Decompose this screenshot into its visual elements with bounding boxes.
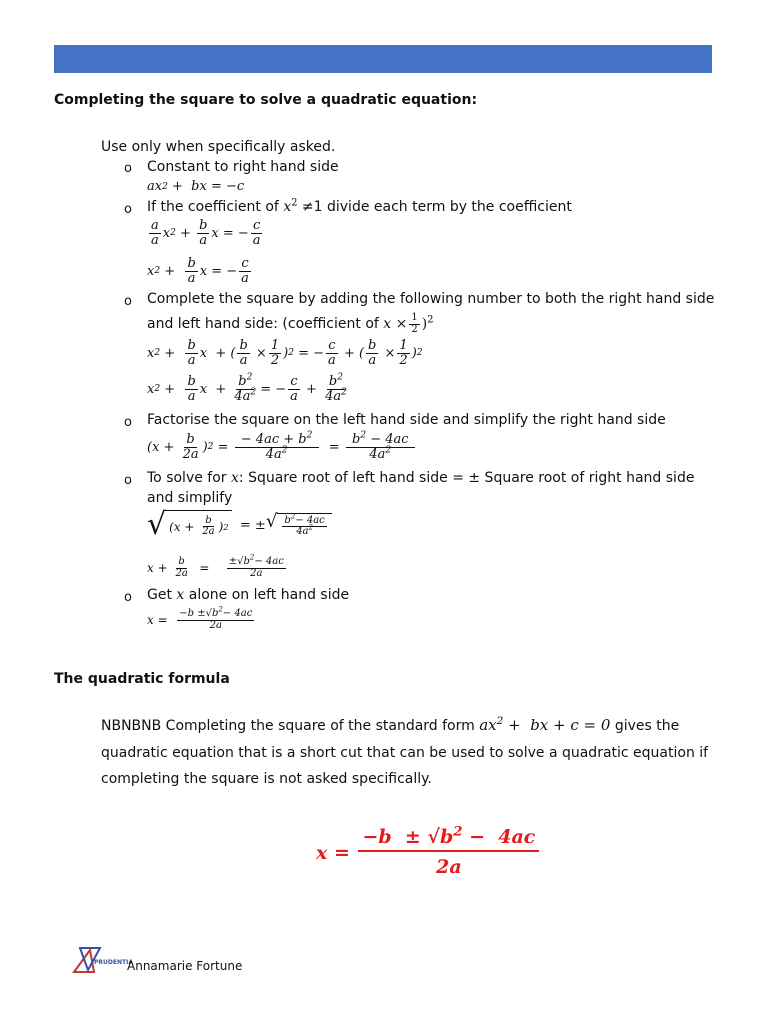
bullet: o [124, 202, 132, 217]
step-6-text-a: Get [147, 587, 172, 603]
step-5-text-a: To solve for [147, 470, 227, 486]
step-1-text: Constant to right hand side [147, 159, 339, 175]
bullet: o [124, 473, 132, 488]
equation-add-square-simplified: x 2 + $\frac{b}{a}$ x + $\frac{b^2}{4a^2}$ = − $\frac{c}{a}$ + $\frac{b^2}{4a^2}$ [147, 372, 347, 404]
equation-constant-right: ax 2 + bx = −c [147, 179, 245, 194]
step-5-text: To solve for x: Square root of left hand side = ± Square root of right hand side [147, 470, 695, 486]
paragraph-line-3: completing the square is not asked specifically. [101, 771, 432, 787]
bullet: o [124, 161, 132, 176]
bullet: o [124, 415, 132, 430]
paragraph-line-1: NBNBNB Completing the square of the standard form $ax^2$ + bx + c = 0 gives the [101, 715, 680, 734]
prudentia-logo-mark [70, 944, 133, 976]
paragraph-line-2: quadratic equation that is a short cut that can be used to solve a quadratic equation if [101, 745, 709, 761]
equation-add-square: x 2 + $\frac{b}{a}$ x + ( $\frac{b}{a}$ × $\frac{1}{2}$ ) 2 = − $\frac{c}{a}$ + ( $\frac{b}{a}$ × $\frac{1}{2}$ ) 2 [147, 338, 423, 368]
step-2-text-b: divide each term by the coefficient [327, 199, 572, 215]
equation-divide-coefficient: $\frac{a}{a}$ x 2 + $\frac{b}{a}$ x = − $\frac{c}{a}$ [151, 218, 261, 248]
equation-x-plus: x + $\frac{b}{2a}$ = $\frac{\pm√b^2- 4ac}{2a}$ [147, 553, 284, 579]
section-heading-quadratic-formula: The quadratic formula [54, 671, 230, 687]
step-5-text-line2: and simplify [147, 490, 233, 506]
equation-x-alone: x = $\frac{-b \pm√b^2- 4ac}{2a}$ [147, 605, 253, 631]
step-2-text: If the coefficient of $x^2 \ne 1$ divide each term by the coefficient [147, 197, 572, 215]
step-6-text: Get x alone on left hand side [147, 587, 350, 603]
intro-text: Use only when specifically asked. [101, 139, 336, 155]
bullet: o [124, 294, 132, 309]
step-2-text-a: If the coefficient of [147, 199, 279, 215]
bullet: o [124, 590, 132, 605]
step-3-text: Complete the square by adding the following number to both the right hand side [147, 291, 715, 307]
logo-text: PRUDENTIA [94, 959, 133, 966]
equation-simplified: x 2 + $\frac{b}{a}$ x = − $\frac{c}{a}$ [147, 256, 249, 286]
header-bar [54, 45, 712, 73]
section-heading-completing-square: Completing the square to solve a quadratic equation: [54, 92, 478, 108]
prudentia-logo [70, 944, 133, 976]
step-5-text-b: : Square root of left hand side = ± Square root of right hand side [238, 470, 695, 486]
step-4-text: Factorise the square on the left hand side and simplify the right hand side [147, 412, 666, 428]
paragraph-text-b: gives the [614, 718, 680, 734]
step-3-text-line2: and left hand side: (coefficient of x × $\frac{1}{2}$ )$^2$ [147, 312, 434, 335]
equation-square-root: √ (x + $\frac{b}{2a}$ ) 2 = ± √ $\frac{b^2- 4ac}{4a^2}$ [147, 510, 332, 540]
step-6-text-b: alone on left hand side [188, 587, 350, 603]
quadratic-formula: x = $\frac{-b \pm √b^2 - 4ac}{2a}$ [316, 828, 541, 878]
paragraph-text-a: NBNBNB Completing the square of the standard form [101, 718, 475, 734]
author-name: Annamarie Fortune [127, 959, 243, 973]
step-3-text-b: and left hand side: (coefficient of [147, 316, 379, 332]
equation-factorised: (x + $\frac{b}{2a}$ ) 2 = $\frac{- 4ac + b^2}{4a^2}$ = $\frac{b^2 - 4ac}{4a^2}$ [147, 430, 413, 462]
